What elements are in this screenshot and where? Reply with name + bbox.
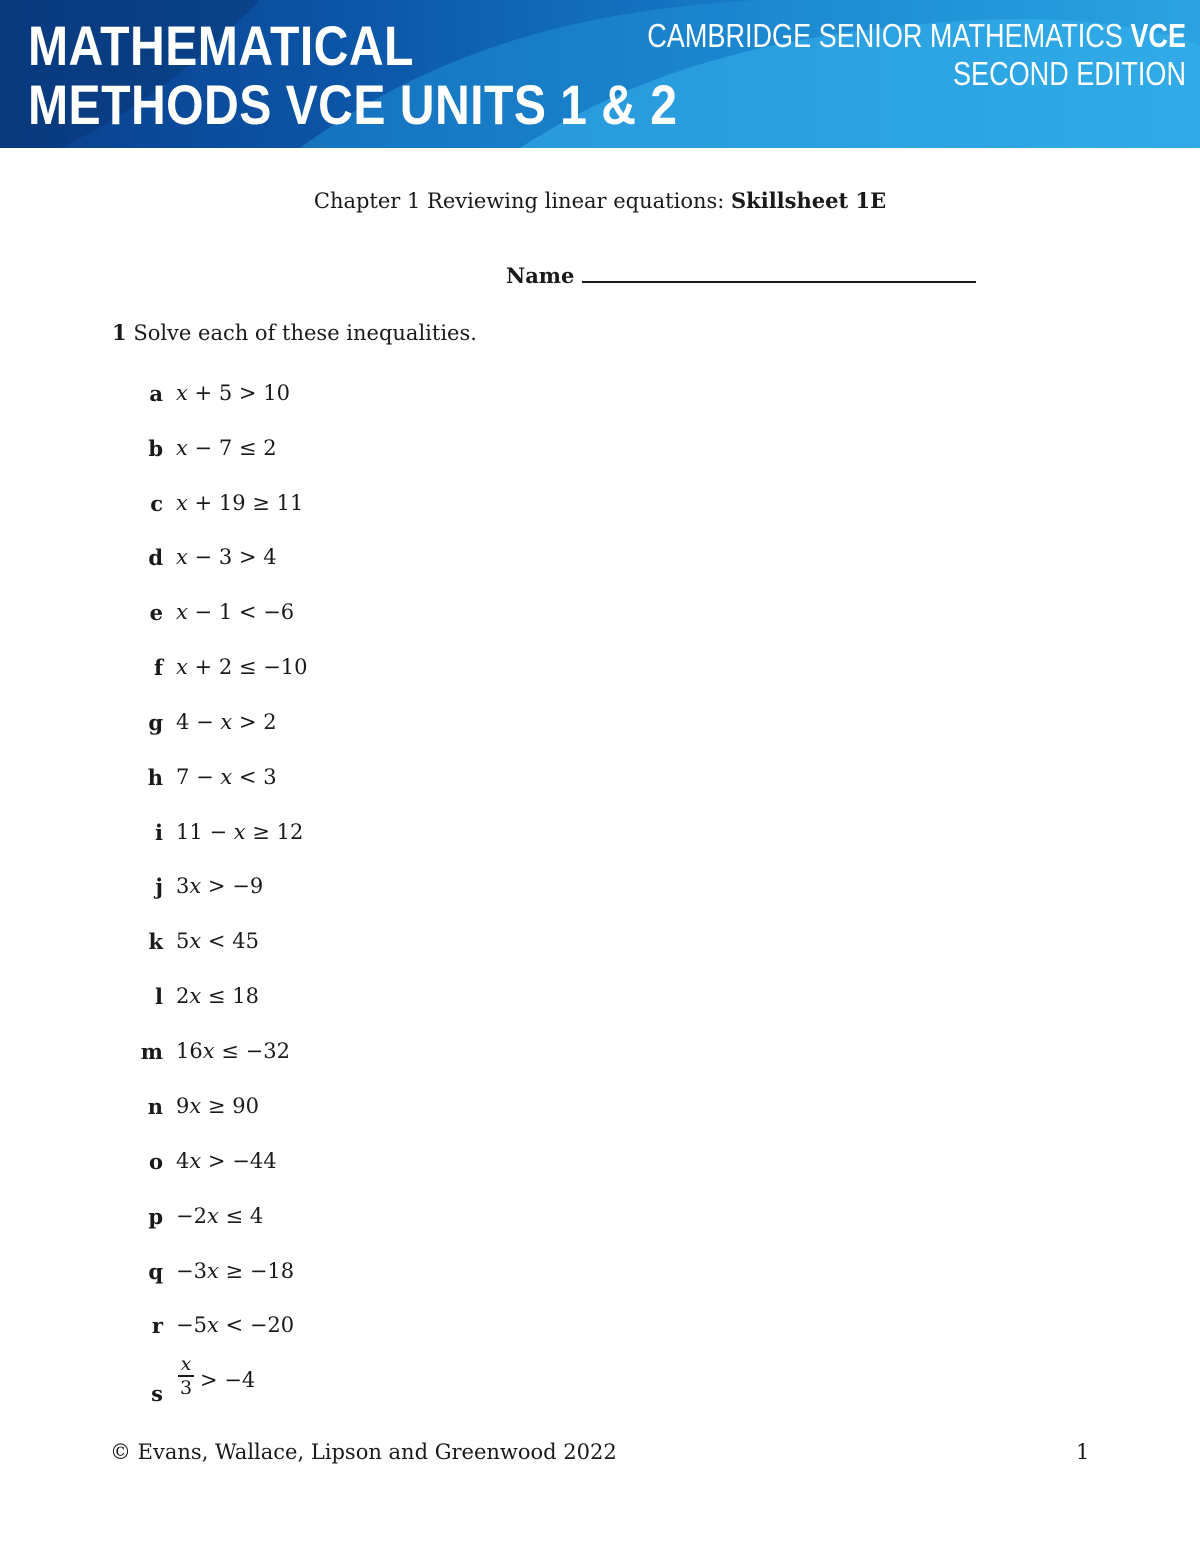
item-expression: 4 − x > 2 [176, 710, 277, 734]
item-expression: 5x < 45 [176, 929, 259, 953]
name-field[interactable] [506, 259, 976, 288]
fraction [178, 1354, 194, 1398]
list-item [0, 1259, 600, 1291]
item-label: q [148, 1259, 163, 1284]
list-item [0, 600, 600, 632]
item-label: b [148, 436, 163, 461]
item-label: j [155, 874, 163, 899]
item-label: m [140, 1039, 163, 1064]
item-label: h [147, 765, 163, 790]
series-name-prefix: CAMBRIDGE SENIOR MATHEMATICS [647, 17, 1131, 54]
list-item [0, 1149, 600, 1181]
item-label: l [155, 984, 163, 1009]
item-label: a [149, 381, 163, 406]
item-expression: 2x ≤ 18 [176, 984, 259, 1008]
item-expression: x + 2 ≤ −10 [176, 655, 308, 679]
list-item [0, 491, 600, 523]
name-blank-line[interactable] [582, 259, 976, 283]
list-item [0, 1353, 600, 1418]
item-label: i [155, 820, 163, 845]
list-item [0, 765, 600, 797]
item-label: s [151, 1381, 163, 1406]
fraction-numerator: x [180, 1353, 192, 1375]
list-item [0, 381, 600, 413]
item-expression: x + 19 ≥ 11 [176, 491, 304, 515]
list-item [0, 545, 600, 577]
series-name [647, 18, 1186, 54]
list-item [0, 874, 600, 906]
item-expression: 7 − x < 3 [176, 765, 277, 789]
item-label: k [148, 929, 163, 954]
item-expression: x − 3 > 4 [176, 545, 277, 569]
banner-title-line-2: METHODS VCE UNITS 1 & 2 [28, 73, 678, 136]
chapter-title: Chapter 1 Reviewing linear equations: [313, 189, 732, 213]
list-item [0, 1204, 600, 1236]
list-item [0, 984, 600, 1016]
question-number: 1 [112, 320, 127, 345]
item-label: d [148, 545, 163, 570]
item-expression: x − 1 < −6 [176, 600, 295, 624]
item-label: g [148, 710, 163, 735]
item-label: e [149, 600, 163, 625]
series-name-vce: VCE [1130, 17, 1186, 54]
list-item [0, 1094, 600, 1126]
item-expression: x + 5 > 10 [176, 381, 290, 405]
item-expression: 4x > −44 [176, 1149, 277, 1173]
item-label: n [147, 1094, 163, 1119]
name-label: Name [506, 263, 575, 288]
list-item [0, 436, 600, 468]
copyright-notice: © Evans, Wallace, Lipson and Greenwood 2022 [110, 1440, 617, 1464]
item-expression: −2x ≤ 4 [176, 1204, 264, 1228]
question-prompt [112, 320, 477, 345]
banner-title-line-1: MATHEMATICAL [28, 14, 414, 77]
item-expression: x − 7 ≤ 2 [176, 436, 277, 460]
page-number: 1 [1076, 1440, 1090, 1464]
item-expression: 16x ≤ −32 [176, 1039, 290, 1063]
item-label: p [148, 1204, 163, 1229]
item-expression: −3x ≥ −18 [176, 1259, 295, 1283]
header-banner [0, 0, 1200, 148]
item-label: f [153, 655, 163, 680]
fraction-denominator: 3 [179, 1376, 193, 1399]
list-item [0, 1313, 600, 1345]
item-expression: > −4 [200, 1368, 256, 1392]
list-item [0, 710, 600, 742]
list-item [0, 1039, 600, 1071]
item-expression: 11 − x ≥ 12 [176, 820, 304, 844]
item-expression: 9x ≥ 90 [176, 1094, 259, 1118]
skillsheet-label: Skillsheet 1E [731, 188, 887, 213]
series-title [647, 18, 1186, 94]
item-expression: 3x > −9 [176, 874, 264, 898]
item-expression: −5x < −20 [176, 1313, 295, 1337]
item-label: o [148, 1149, 163, 1174]
list-item [0, 655, 600, 687]
list-item [0, 820, 600, 852]
item-label: c [150, 491, 163, 516]
question-text: Solve each of these inequalities. [133, 321, 477, 345]
list-item [0, 929, 600, 961]
series-edition: SECOND EDITION [952, 55, 1186, 92]
item-label: r [151, 1313, 163, 1338]
chapter-heading [0, 188, 1200, 213]
